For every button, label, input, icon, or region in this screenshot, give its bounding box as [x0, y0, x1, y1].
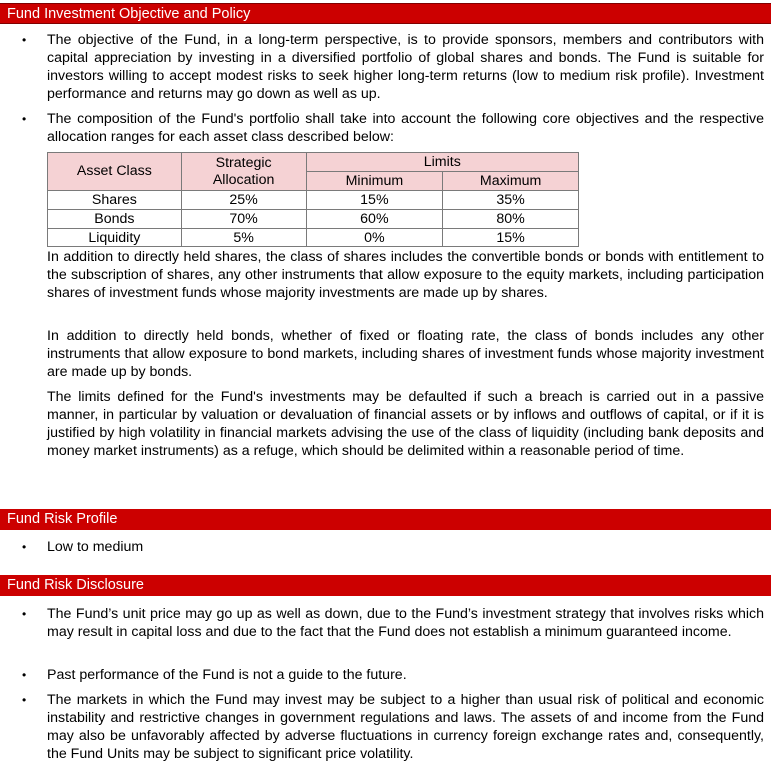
header-limits: Limits — [306, 153, 578, 172]
limits-paragraph: The limits defined for the Fund's investments may be defaulted if such a breach is carried out in a passive manner, in particular by valuation or devaluation of financial assets or by inflows and outflows of capital, or if it is justified by high volatility in financial markets advising the use of the class of liquidity (including bank deposits and money market instruments) as a refuge, which should be delimited within a reasonable period of time. — [47, 389, 764, 459]
section-header-objective: Fund Investment Objective and Policy — [0, 3, 771, 24]
table-row — [48, 229, 579, 247]
cell-maximum: 15% — [443, 229, 579, 247]
cell-minimum: 0% — [306, 229, 443, 247]
cell-asset: Bonds — [48, 210, 182, 229]
objective-paragraph: The objective of the Fund, in a long-term perspective, is to provide sponsors, members and contributors with capital appreciation by investing in a diversified portfolio of global shares and bonds. The Fund is suitable for investors willing to accept modest risks to seek higher long-term returns (low to medium risk profile). Investment performance and returns may go down as well as up. — [47, 32, 764, 102]
cell-minimum: 60% — [306, 210, 443, 229]
bullet-icon: • — [22, 33, 27, 47]
disclosure-paragraph-past-performance: Past performance of the Fund is not a guide to the future. — [47, 667, 407, 683]
bullet-icon: • — [22, 693, 27, 707]
table-header-row — [48, 153, 579, 172]
cell-asset: Liquidity — [48, 229, 182, 247]
cell-maximum: 80% — [443, 210, 579, 229]
bullet-icon: • — [22, 668, 27, 682]
section-header-risk-disclosure: Fund Risk Disclosure — [0, 575, 771, 596]
disclosure-paragraph-markets: The markets in which the Fund may invest may be subject to a higher than usual risk of political and economic instability and restrictive changes in government regulations and laws. The assets of and income from the Fund may also be unfavorably affected by adverse fluctuations in currency foreign exchange rates and, consequently, the Fund Units may be subject to significant price volatility. — [47, 692, 764, 762]
risk-profile-value: Low to medium — [47, 539, 144, 555]
cell-strategic: 5% — [181, 229, 306, 247]
disclosure-paragraph-price: The Fund’s unit price may go up as well as down, due to the Fund’s investment strategy that involves risks which may result in capital loss and due to the fact that the Fund does not establish a minimum guaranteed income. — [47, 606, 764, 640]
header-asset-class: Asset Class — [48, 153, 182, 191]
shares-paragraph: In addition to directly held shares, the class of shares includes the convertible bonds or bonds with entitlement to the subscription of shares, any other instruments that allow exposure to the equity markets, including participation shares of investment funds whose majority investments are made up by shares. — [47, 249, 764, 301]
bullet-icon: • — [22, 112, 27, 126]
header-maximum: Maximum — [443, 172, 579, 191]
cell-asset: Shares — [48, 191, 182, 210]
composition-paragraph: The composition of the Fund's portfolio shall take into account the following core objectives and the respective allocation ranges for each asset class described below: — [47, 111, 764, 145]
table-row — [48, 210, 579, 229]
section-header-risk-profile: Fund Risk Profile — [0, 509, 771, 530]
cell-strategic: 25% — [181, 191, 306, 210]
bullet-icon: • — [22, 607, 27, 621]
header-minimum: Minimum — [306, 172, 443, 191]
bonds-paragraph: In addition to directly held bonds, whether of fixed or floating rate, the class of bonds includes any other instruments that allow exposure to bond markets, including shares of investment funds whose majority investment are made up by bonds. — [47, 328, 764, 380]
cell-minimum: 15% — [306, 191, 443, 210]
cell-maximum: 35% — [443, 191, 579, 210]
header-strategic-allocation-text: Strategic Allocation — [212, 154, 275, 188]
header-strategic-allocation — [181, 153, 306, 191]
allocation-table — [47, 152, 579, 247]
bullet-icon: • — [22, 540, 27, 554]
table-row — [48, 191, 579, 210]
cell-strategic: 70% — [181, 210, 306, 229]
